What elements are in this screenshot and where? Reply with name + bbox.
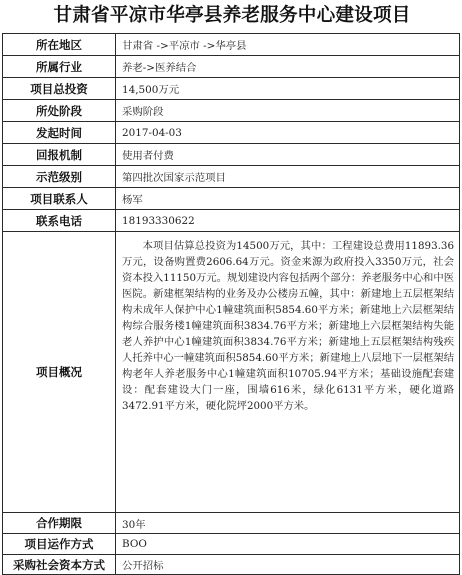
start-date-value: 2017-04-03 [116,122,460,144]
stage-value: 采购阶段 [116,100,460,122]
table-row-region [3,34,460,56]
return-mechanism-label: 回报机制 [3,144,116,166]
procurement-method-label: 采购社会资本方式 [3,555,116,575]
page-title: 甘肃省平凉市华亭县养老服务中心建设项目 [53,5,411,26]
table-row-return-mechanism [3,144,460,166]
phone-label: 联系电话 [3,210,116,232]
table-row-cooperation-period [3,513,460,534]
table-row-operation-mode [3,534,460,555]
procurement-method-value: 公开招标 [116,555,460,575]
table-row-procurement-method [3,555,460,575]
return-mechanism-value: 使用者付费 [116,144,460,166]
cooperation-period-label: 合作期限 [3,513,116,534]
industry-value: 养老->医养结合 [116,56,460,78]
table-row-contact-person [3,188,460,210]
phone-value: 18193330622 [116,210,460,232]
stage-label: 所处阶段 [3,100,116,122]
total-investment-label: 项目总投资 [3,78,116,100]
region-value: 甘肃省 ->平凉市 ->华亭县 [116,34,460,56]
operation-mode-label: 项目运作方式 [3,534,116,555]
table-row-total-investment [3,78,460,100]
table-row-phone [3,210,460,232]
table-row-industry [3,56,460,78]
table-row-stage [3,100,460,122]
operation-mode-value: BOO [116,534,460,555]
overview-label: 项目概况 [3,232,116,513]
region-label: 所在地区 [3,34,116,56]
demo-level-value: 第四批次国家示范项目 [116,166,460,188]
project-info-table [2,33,460,575]
table-row-start-date [3,122,460,144]
demo-level-label: 示范级别 [3,166,116,188]
table-row-overview [3,232,460,513]
start-date-label: 发起时间 [3,122,116,144]
overview-text: 本项目估算总投资为14500万元，其中：工程建设总费用11893.36万元，设备购置费2606.64万元。资金来源为政府投入3350万元，社会资本投入11150万元。规划建设内容包括两个部分：养老服务中心和中医医院。新建框架结构的业务及办公楼房五幢，其中：新建地上五层框架结构未成年人保护中心1幢建筑面积5854.60平方米；新建地上六层框架结构综合服务楼1幢建筑面积3834.76平方米；新建地上六层框架结构失能老人养护中心1幢建筑面积3834.76平方米；新建地上五层框架结构残疾人托养中心一幢建筑面积5854.60平方米；新建地上八层地下一层框架结构老年人养老服务中心1幢建筑面积10705.94平方米；基础设施配套建设：配套建设大门一座，围墙616米，绿化6131平方米，硬化道路3472.91平方米，硬化院坪2000平方米。 [116,232,460,513]
contact-person-value: 杨军 [116,188,460,210]
total-investment-value: 14,500万元 [116,78,460,100]
industry-label: 所属行业 [3,56,116,78]
table-row-demo-level [3,166,460,188]
cooperation-period-value: 30年 [116,513,460,534]
contact-person-label: 项目联系人 [3,188,116,210]
